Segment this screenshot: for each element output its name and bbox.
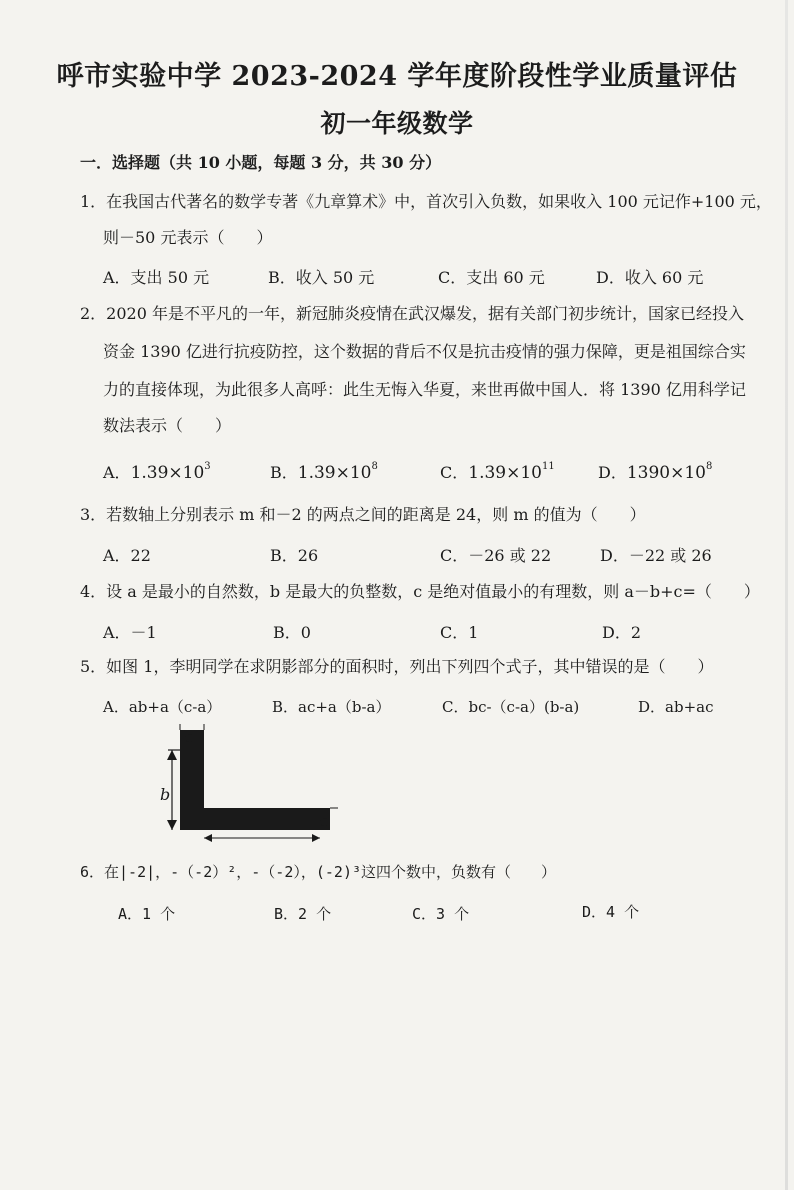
scientific-notation <box>468 463 554 483</box>
question-2-option-c <box>440 460 555 483</box>
label-b: b <box>160 785 171 804</box>
question-3-option-b: B．26 <box>270 546 319 565</box>
question-4-option-d: D．2 <box>602 623 642 642</box>
question-2-option-d <box>598 460 712 483</box>
l-shape-shaded-region <box>180 730 330 830</box>
question-1-option-a: A．支出 50 元 <box>103 268 210 287</box>
question-4-option-a: A．－1 <box>103 623 157 642</box>
question-3-option-d: D．－22 或 26 <box>600 546 712 565</box>
question-6-option-b: B．2 个 <box>274 905 332 923</box>
notation-base: 1390×10 <box>626 463 706 483</box>
question-6-line-1: 6．在|-2|，-（-2）²，-（-2），(-2)³这四个数中，负数有（ ） <box>80 863 557 881</box>
question-2-line-2: 资金 1390 亿进行抗疫防控，这个数据的背后不仅是抗击疫情的强力保障，更是祖国综合实 <box>103 342 746 361</box>
question-1-option-d: D．收入 60 元 <box>596 268 704 287</box>
section-heading: 一．选择题（共 10 小题，每题 3 分，共 30 分） <box>80 153 442 172</box>
notation-exponent: 3 <box>204 461 211 473</box>
question-2-line-1: 2．2020 年是不平凡的一年，新冠肺炎疫情在武汉爆发，据有关部门初步统计，国家已经投入 <box>80 304 744 323</box>
notation-exponent: 11 <box>541 461 555 473</box>
question-4-option-b: B．0 <box>273 623 311 642</box>
question-1-option-b: B．收入 50 元 <box>268 268 375 287</box>
figure-1-l-shape <box>150 722 350 846</box>
option-label: A． <box>103 463 131 482</box>
question-5-line-1: 5．如图 1，李明同学在求阴影部分的面积时，列出下列四个式子，其中错误的是（ ） <box>80 657 714 676</box>
label-a-right: a <box>319 812 328 830</box>
question-6-option-d: D．4 个 <box>582 903 640 921</box>
notation-base: 1.39×10 <box>130 463 205 483</box>
question-5-option-c: C．bc-（c-a）(b-a) <box>442 698 580 716</box>
question-3-line-1: 3．若数轴上分别表示 m 和－2 的两点之间的距离是 24，则 m 的值为（ ） <box>80 505 646 524</box>
option-label: B． <box>270 463 298 482</box>
label-a-top: a <box>184 728 193 746</box>
exam-subtitle: 初一年级数学 <box>320 109 474 138</box>
scientific-notation <box>627 463 713 483</box>
question-1-option-c: C．支出 60 元 <box>438 268 545 287</box>
question-4-line-1: 4．设 a 是最小的自然数，b 是最大的负整数，c 是绝对值最小的有理数，则 a－b+c=（ ） <box>80 582 760 601</box>
notation-exponent: 8 <box>371 461 378 473</box>
question-3-option-a: A．22 <box>103 546 151 565</box>
dimension-line-c <box>204 834 320 842</box>
question-2-option-b <box>270 460 378 483</box>
question-1-line-1: 1．在我国古代著名的数学专著《九章算术》中，首次引入负数，如果收入 100 元记作+100 元， <box>80 192 772 211</box>
option-label: C． <box>440 463 469 482</box>
scan-edge <box>785 0 788 1190</box>
notation-base: 1.39×10 <box>468 463 542 483</box>
question-4-option-c: C．1 <box>440 623 479 642</box>
question-6-option-a: A．1 个 <box>118 905 176 923</box>
notation-exponent: 8 <box>705 461 713 473</box>
question-5-option-b: B．ac+a（b-a） <box>272 698 391 716</box>
scientific-notation <box>298 463 378 483</box>
question-6-option-c: C．3 个 <box>412 905 470 923</box>
question-1-line-2: 则－50 元表示（ ） <box>103 228 273 247</box>
question-5-option-a: A．ab+a（c-a） <box>103 698 222 716</box>
scientific-notation <box>131 463 211 483</box>
question-2-line-3: 力的直接体现，为此很多人高呼：此生无悔入华夏，来世再做中国人．将 1390 亿用科学记 <box>103 380 746 399</box>
notation-base: 1.39×10 <box>297 463 372 483</box>
exam-title: 呼市实验中学 2023-2024 学年度阶段性学业质量评估 <box>56 61 738 92</box>
question-3-option-c: C．－26 或 22 <box>440 546 552 565</box>
question-2-line-4: 数法表示（ ） <box>103 416 232 435</box>
option-label: D． <box>598 463 627 482</box>
question-2-option-a <box>103 460 211 483</box>
question-5-option-d: D．ab+ac <box>638 698 714 716</box>
